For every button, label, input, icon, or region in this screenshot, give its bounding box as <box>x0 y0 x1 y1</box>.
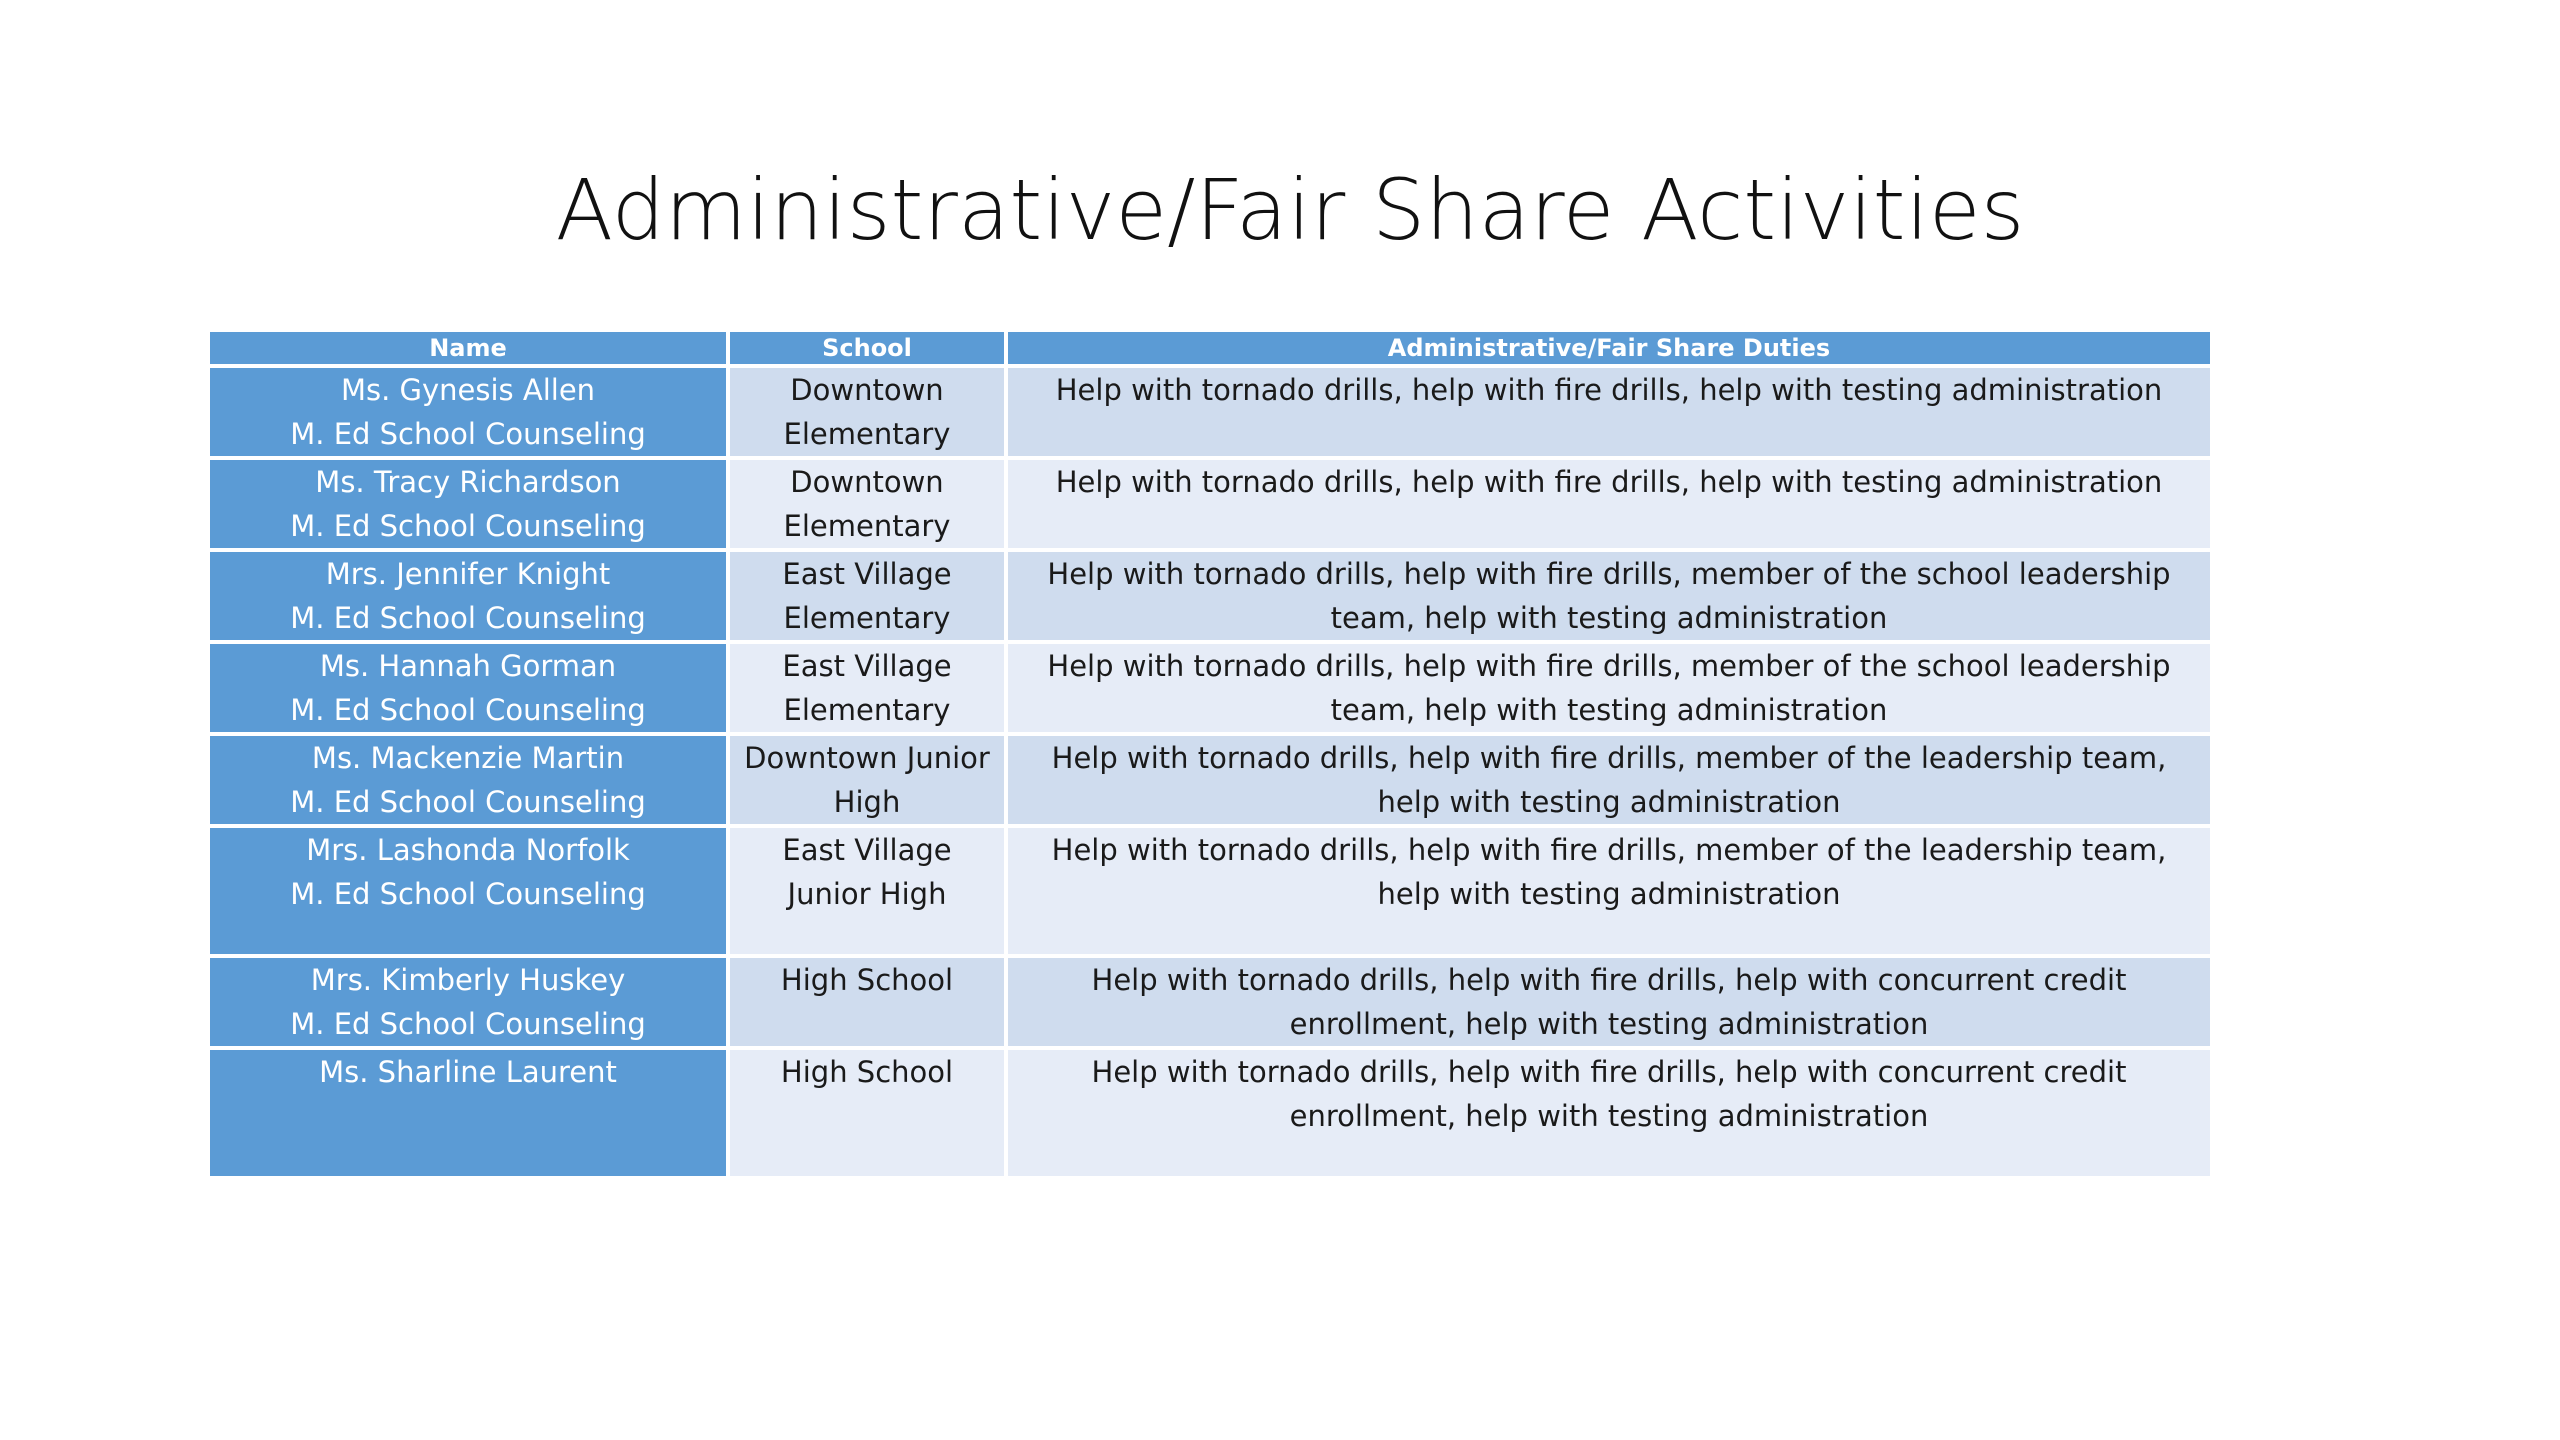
name-cell <box>210 736 726 824</box>
school-cell: East Village Elementary <box>730 552 1004 640</box>
counselor-name: Mrs. Kimberly Huskey <box>310 963 626 997</box>
counselor-credential: M. Ed School Counseling <box>290 417 646 451</box>
duties-cell: Help with tornado drills, help with fire drills, help with testing administration <box>1008 368 2210 456</box>
table-row <box>210 644 2210 732</box>
counselor-credential: M. Ed School Counseling <box>290 877 646 911</box>
table-row <box>210 1050 2210 1176</box>
table-row <box>210 736 2210 824</box>
duties-table <box>206 328 2214 1180</box>
counselor-name: Mrs. Lashonda Norfolk <box>306 833 630 867</box>
duties-cell: Help with tornado drills, help with fire drills, member of the school leadership team, help with testing administration <box>1008 644 2210 732</box>
column-header-name: Name <box>210 332 726 364</box>
duties-cell: Help with tornado drills, help with fire drills, help with concurrent credit enrollment, help with testing administration <box>1008 1050 2210 1176</box>
duties-cell: Help with tornado drills, help with fire drills, help with testing administration <box>1008 460 2210 548</box>
counselor-credential: M. Ed School Counseling <box>290 785 646 819</box>
school-cell: East Village Elementary <box>730 644 1004 732</box>
name-cell <box>210 552 726 640</box>
column-header-duties: Administrative/Fair Share Duties <box>1008 332 2210 364</box>
school-cell: Downtown Elementary <box>730 368 1004 456</box>
name-cell <box>210 1050 726 1176</box>
counselor-credential: M. Ed School Counseling <box>290 601 646 635</box>
duties-cell: Help with tornado drills, help with fire drills, help with concurrent credit enrollment, help with testing administration <box>1008 958 2210 1046</box>
table-row <box>210 460 2210 548</box>
counselor-name: Ms. Mackenzie Martin <box>311 741 625 775</box>
name-cell <box>210 828 726 954</box>
counselor-credential: M. Ed School Counseling <box>290 1007 646 1041</box>
duties-cell: Help with tornado drills, help with fire drills, member of the leadership team, help with testing administration <box>1008 736 2210 824</box>
table-row <box>210 958 2210 1046</box>
duties-cell: Help with tornado drills, help with fire drills, member of the school leadership team, help with testing administration <box>1008 552 2210 640</box>
school-cell: Downtown Junior High <box>730 736 1004 824</box>
counselor-name: Ms. Hannah Gorman <box>319 649 617 683</box>
school-cell: High School <box>730 958 1004 1046</box>
counselor-name: Ms. Gynesis Allen <box>340 373 596 407</box>
table-row <box>210 368 2210 456</box>
table-row <box>210 828 2210 954</box>
slide-title: Administrative/Fair Share Activities <box>555 161 2025 259</box>
table-header-row <box>210 332 2210 364</box>
counselor-credential: M. Ed School Counseling <box>290 693 646 727</box>
name-cell <box>210 368 726 456</box>
duties-cell: Help with tornado drills, help with fire drills, member of the leadership team, help with testing administration <box>1008 828 2210 954</box>
name-cell <box>210 644 726 732</box>
school-cell: East Village Junior High <box>730 828 1004 954</box>
column-header-school: School <box>730 332 1004 364</box>
counselor-name: Mrs. Jennifer Knight <box>325 557 611 591</box>
name-cell <box>210 958 726 1046</box>
counselor-name: Ms. Tracy Richardson <box>315 465 621 499</box>
school-cell: High School <box>730 1050 1004 1176</box>
counselor-name: Ms. Sharline Laurent <box>319 1055 617 1089</box>
name-cell <box>210 460 726 548</box>
school-cell: Downtown Elementary <box>730 460 1004 548</box>
counselor-credential: M. Ed School Counseling <box>290 509 646 543</box>
table-row <box>210 552 2210 640</box>
